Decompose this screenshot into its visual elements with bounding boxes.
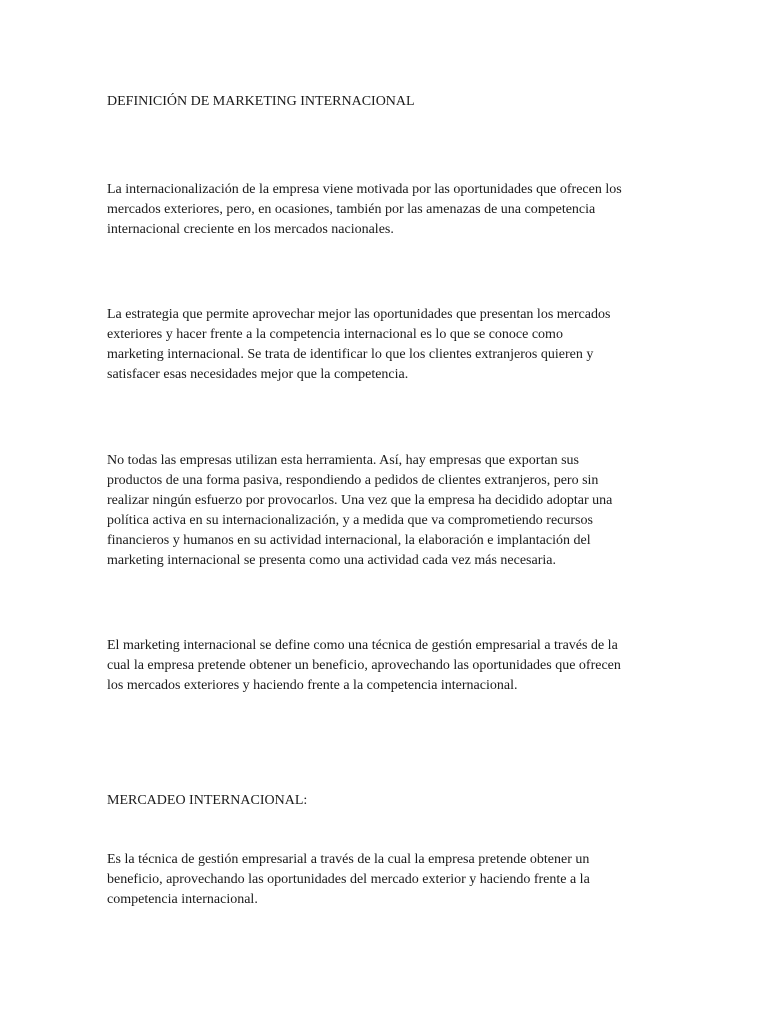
paragraph-companies xyxy=(107,451,667,571)
paragraph-line: productos de una forma pasiva, respondiendo a pedidos de clientes extranjeros, pero sin xyxy=(107,473,599,488)
section-heading: MERCADEO INTERNACIONAL: xyxy=(107,793,308,808)
paragraph-line: La internacionalización de la empresa viene motivada por las oportunidades que ofrecen los xyxy=(107,182,622,197)
paragraph-line: competencia internacional. xyxy=(107,892,258,907)
paragraph-line: Es la técnica de gestión empresarial a través de la cual la empresa pretende obtener un xyxy=(107,852,590,867)
paragraph-line: política activa en su internacionalización, y a medida que va comprometiendo recursos xyxy=(107,513,593,528)
paragraph-line: No todas las empresas utilizan esta herramienta. Así, hay empresas que exportan sus xyxy=(107,453,579,468)
paragraph-line: marketing internacional. Se trata de identificar lo que los clientes extranjeros quieren y xyxy=(107,347,594,362)
paragraph-line: mercados exteriores, pero, en ocasiones, también por las amenazas de una competencia xyxy=(107,202,596,217)
paragraph-line: beneficio, aprovechando las oportunidades del mercado exterior y haciendo frente a la xyxy=(107,872,590,887)
paragraph-line: financieros y humanos en su actividad internacional, la elaboración e implantación del xyxy=(107,533,591,548)
paragraph-strategy xyxy=(107,305,667,385)
paragraph-line: internacional creciente en los mercados nacionales. xyxy=(107,222,394,237)
paragraph-line: los mercados exteriores y haciendo frente a la competencia internacional. xyxy=(107,678,518,693)
document-title: DEFINICIÓN DE MARKETING INTERNACIONAL xyxy=(107,94,415,109)
paragraph-line: El marketing internacional se define como una técnica de gestión empresarial a través de la xyxy=(107,638,618,653)
paragraph-internationalization xyxy=(107,180,667,240)
paragraph-definition xyxy=(107,636,667,696)
paragraph-line: cual la empresa pretende obtener un beneficio, aprovechando las oportunidades que ofrecen xyxy=(107,658,621,673)
paragraph-line: exteriores y hacer frente a la competencia internacional es lo que se conoce como xyxy=(107,327,563,342)
paragraph-line: marketing internacional se presenta como una actividad cada vez más necesaria. xyxy=(107,553,556,568)
paragraph-mercadeo xyxy=(107,850,667,910)
paragraph-line: satisfacer esas necesidades mejor que la competencia. xyxy=(107,367,409,382)
paragraph-line: realizar ningún esfuerzo por provocarlos. Una vez que la empresa ha decidido adoptar una xyxy=(107,493,613,508)
paragraph-line: La estrategia que permite aprovechar mejor las oportunidades que presentan los mercados xyxy=(107,307,611,322)
